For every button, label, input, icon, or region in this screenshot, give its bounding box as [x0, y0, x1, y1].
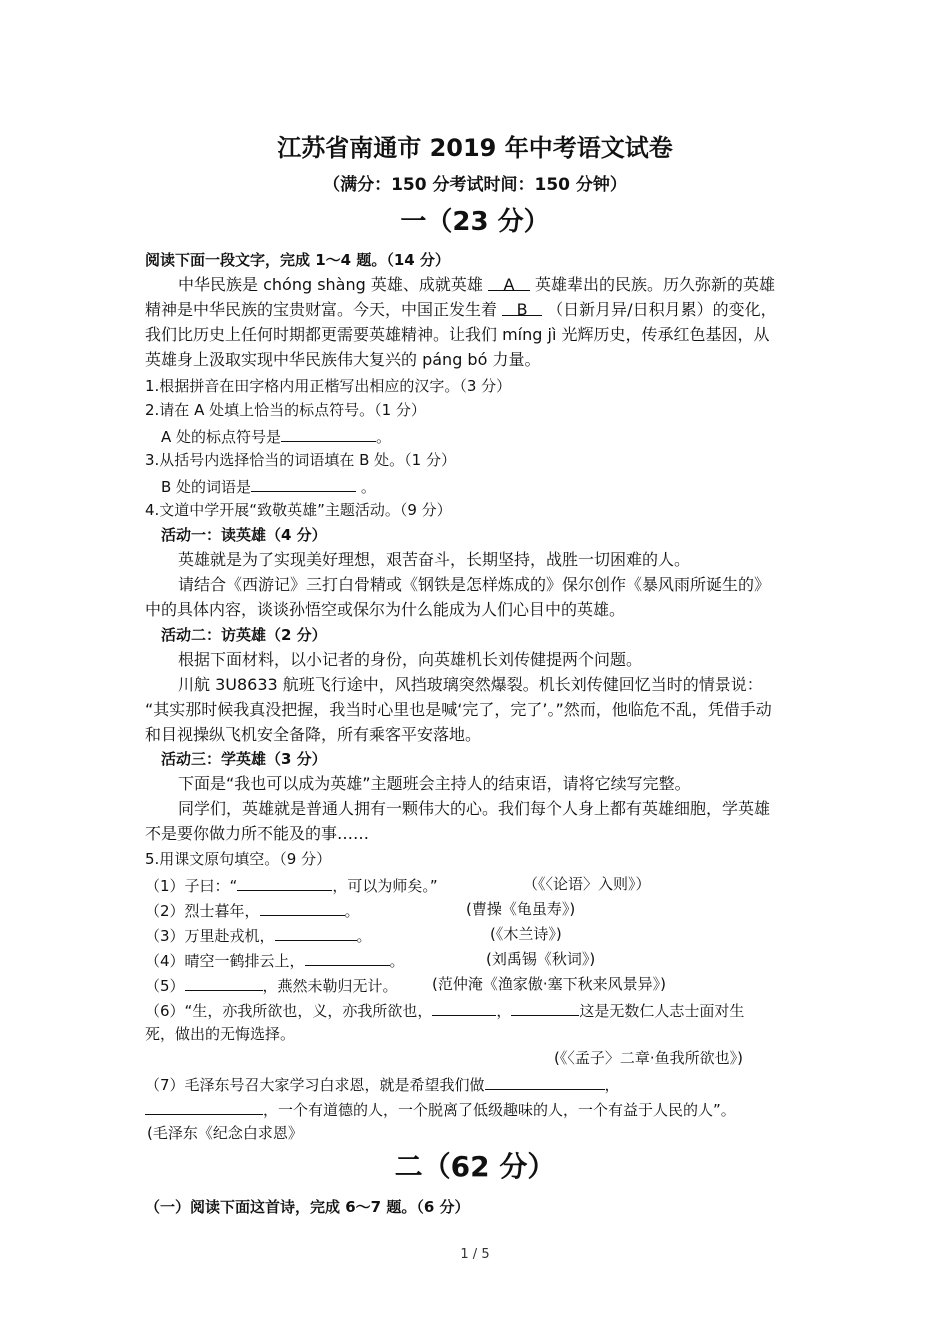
activity-1-line-3: 中的具体内容，谈谈孙悟空或保尔为什么能成为人们心目中的英雄。 [145, 600, 626, 619]
activity-1-line-2: 请结合《西游记》三打白骨精或《钢铁是怎样炼成的》保尔创作《暴风雨所诞生的》 [178, 575, 771, 594]
fill-blank-1[interactable] [237, 874, 332, 891]
activity-3-line-3: 不是要你做力所不能及的事…… [145, 824, 370, 843]
activity-3-line-1: 下面是“我也可以成为英雄”主题班会主持人的结束语，请将它续写完整。 [178, 774, 691, 793]
fill-item-2: （2）烈士暮年， 。 [145, 899, 360, 921]
answer-blank-q2[interactable] [281, 425, 376, 442]
passage-line-4: 英雄身上汲取实现中华民族伟大复兴的 páng bó 力量。 [145, 350, 541, 369]
fill-blank-7a[interactable] [485, 1073, 605, 1090]
activity-1-title: 活动一：读英雄（4 分） [161, 526, 327, 544]
answer-blank-q3[interactable] [251, 475, 356, 492]
section-heading-2: 二（62 分） [394, 1150, 556, 1183]
fill-source-1: （《〈论语〉入则》） [523, 875, 651, 893]
activity-2-line-1: 根据下面材料，以小记者的身份，向英雄机长刘传健提两个问题。 [178, 650, 643, 669]
page-title: 江苏省南通市 2019 年中考语文试卷 [277, 134, 673, 162]
fill-source-3: (《木兰诗》) [490, 925, 562, 943]
blank-b: B [502, 299, 542, 316]
fill-item-7-cont: ，一个有道德的人，一个脱离了低级趣味的人，一个有益于人民的人”。 [145, 1098, 736, 1120]
fill-source-2: (曹操《龟虽寿》) [466, 900, 576, 918]
fill-item-6-cont: 死，做出的无悔选择。 [145, 1025, 296, 1043]
reading-intro: 阅读下面一段文字，完成 1～4 题。（14 分） [145, 251, 450, 269]
fill-item-7: （7）毛泽东号召大家学习白求恩，就是希望我们做 ， [145, 1073, 620, 1095]
page-subtitle: （满分：150 分考试时间：150 分钟） [323, 175, 627, 195]
fill-item-4: （4）晴空一鹤排云上， 。 [145, 949, 405, 971]
fill-source-7: (毛泽东《纪念白求恩》 [147, 1124, 303, 1142]
fill-blank-7b[interactable] [145, 1098, 263, 1115]
activity-2-line-4: 和目视操纵飞机安全备降，所有乘客平安落地。 [145, 725, 482, 744]
section-heading-1: 一（23 分） [400, 207, 550, 237]
passage-line-3: 我们比历史上任何时期都更需要英雄精神。让我们 míng jì 光辉历史，传承红色基因，从 [145, 325, 770, 344]
activity-3-line-2: 同学们，英雄就是普通人拥有一颗伟大的心。我们每个人身上都有英雄细胞，学英雄 [178, 799, 771, 818]
activity-2-line-2: 川航 3U8633 航班飞行途中，风挡玻璃突然爆裂。机长刘传健回忆当时的情景说： [178, 675, 763, 694]
passage-line-1: 中华民族是 chóng shàng 英雄、成就英雄 A 英雄辈出的民族。历久弥新的英雄 [178, 275, 776, 294]
fill-blank-6a[interactable] [432, 999, 496, 1016]
question-5: 5.用课文原句填空。（9 分） [145, 850, 332, 868]
fill-blank-5[interactable] [185, 974, 263, 991]
question-3-answer-line: B 处的词语是 。 [161, 475, 376, 497]
fill-blank-3[interactable] [275, 924, 357, 941]
fill-blank-2[interactable] [260, 899, 345, 916]
blank-a: A [488, 274, 530, 291]
fill-item-3: （3）万里赴戎机， 。 [145, 924, 372, 946]
fill-item-6: （6）“生，亦我所欲也，义，亦我所欲也， ， 这是无数仁人志士面对生 [145, 999, 744, 1021]
fill-blank-4[interactable] [305, 949, 390, 966]
fill-source-5: (范仲淹《渔家傲·塞下秋来风景异》) [432, 975, 666, 993]
activity-1-line-1: 英雄就是为了实现美好理想，艰苦奋斗，长期坚持，战胜一切困难的人。 [178, 550, 691, 569]
question-4: 4.文道中学开展“致敬英雄”主题活动。（9 分） [145, 501, 452, 519]
part-2-intro: （一）阅读下面这首诗，完成 6～7 题。（6 分） [145, 1198, 470, 1216]
fill-item-1: （1）子曰：“ ，可以为师矣。” [145, 874, 438, 896]
fill-source-6: (《〈孟子〉二章·鱼我所欲也》) [554, 1049, 743, 1067]
question-2: 2.请在 A 处填上恰当的标点符号。（1 分） [145, 401, 426, 419]
activity-2-title: 活动二：访英雄（2 分） [161, 626, 327, 644]
fill-item-5: （5） ，燕然未勒归无计。 [145, 974, 398, 996]
question-3: 3.从括号内选择恰当的词语填在 B 处。（1 分） [145, 451, 456, 469]
passage-line-2: 精神是中华民族的宝贵财富。今天，中国正发生着 B （日新月异/日积月累）的变化， [145, 300, 777, 319]
fill-blank-6b[interactable] [511, 999, 579, 1016]
question-2-answer-line: A 处的标点符号是 。 [161, 425, 391, 447]
activity-3-title: 活动三：学英雄（3 分） [161, 750, 327, 768]
page-number: 1 / 5 [460, 1247, 490, 1262]
question-1: 1.根据拼音在田字格内用正楷写出相应的汉字。（3 分） [145, 377, 512, 395]
activity-2-line-3: “其实那时候我真没把握，我当时心里也是喊‘完了，完了’。”然而，他临危不乱，凭借手动 [145, 700, 772, 719]
fill-source-4: (刘禹锡《秋词》) [486, 950, 596, 968]
